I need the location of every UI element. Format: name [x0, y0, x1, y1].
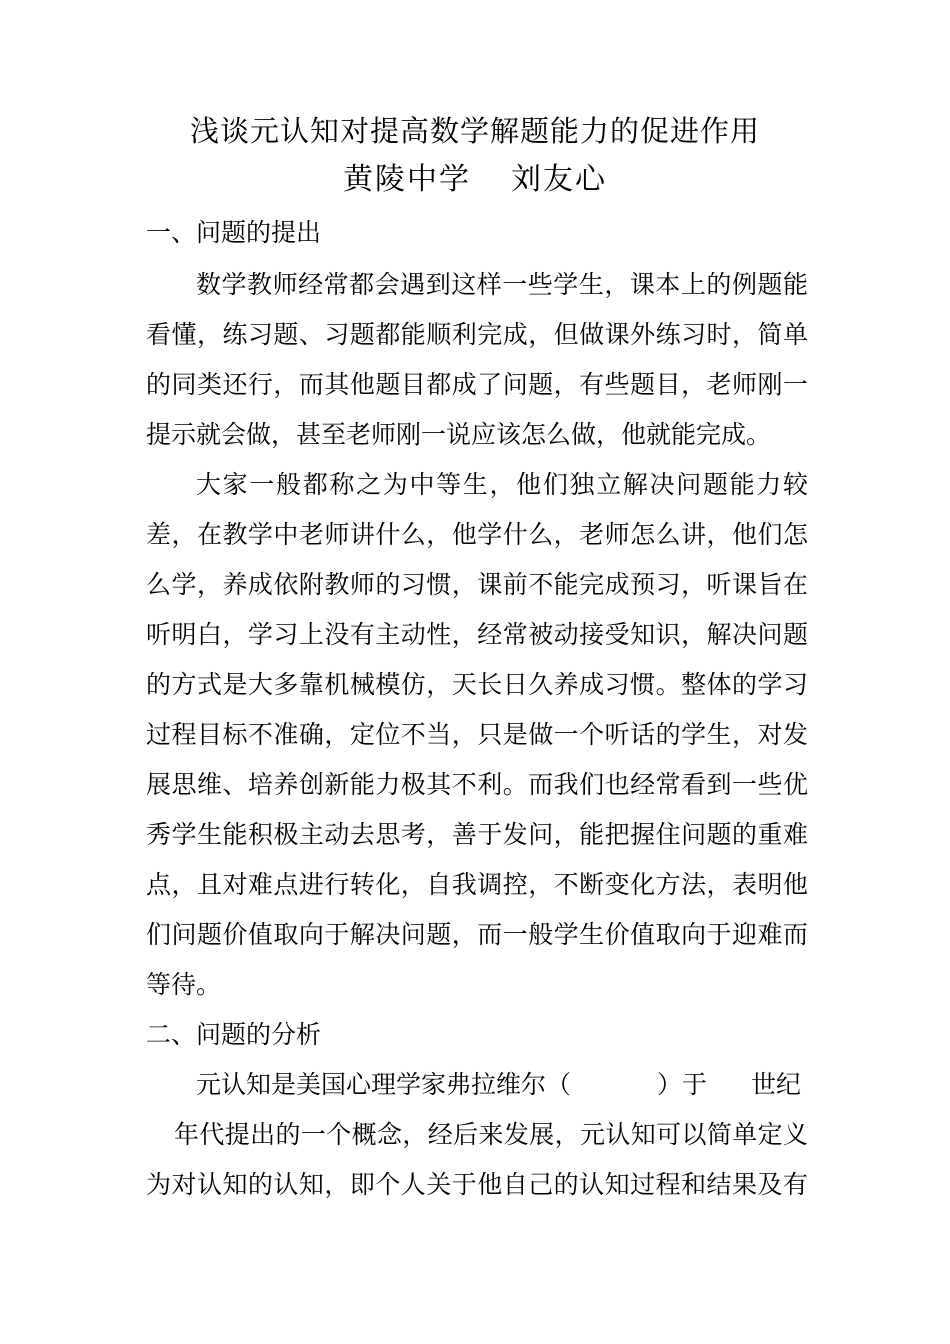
- paragraph-line: 为对认知的认知，即个人关于他自己的认知过程和结果及有: [146, 1170, 808, 1199]
- paragraph-line: 点，且对难点进行转化，自我调控，不断变化方法，表明他: [146, 870, 808, 899]
- paragraph-fragment: 世纪: [751, 1070, 802, 1099]
- paragraph-fragment: ）于: [657, 1070, 708, 1099]
- paragraph-line: 数学教师经常都会遇到这样一些学生，课本上的例题能: [196, 270, 808, 299]
- paragraph-line: 的同类还行，而其他题目都成了问题，有些题目，老师刚一: [146, 370, 808, 399]
- author-school: 黄陵中学: [343, 162, 471, 197]
- paragraph-line: 听明白，学习上没有主动性，经常被动接受知识，解决问题: [146, 620, 808, 649]
- author-name: 刘友心: [511, 162, 607, 197]
- paragraph-line: 大家一般都称之为中等生，他们独立解决问题能力较: [196, 470, 808, 499]
- paragraph-line: 的方式是大多靠机械模仿，天长日久养成习惯。整体的学习: [146, 670, 808, 699]
- document-title: 浅谈元认知对提高数学解题能力的促进作用: [189, 114, 760, 148]
- paragraph-line: [196, 1068, 808, 1102]
- paragraph-line: 秀学生能积极主动去思考，善于发问，能把握住问题的重难: [146, 820, 808, 849]
- paragraph-line: 看懂，练习题、习题都能顺利完成，但做课外练习时，简单: [146, 320, 808, 349]
- paragraph-line: 提示就会做，甚至老师刚一说应该怎么做，他就能完成。: [146, 420, 772, 449]
- section-heading-1: 一、问题的提出: [146, 218, 322, 247]
- paragraph-line: 等待。: [146, 970, 222, 999]
- paragraph-line: 过程目标不准确，定位不当，只是做一个听话的学生，对发: [146, 720, 808, 749]
- paragraph-line: 们问题价值取向于解决问题，而一般学生价值取向于迎难而: [146, 920, 808, 949]
- section-heading-2: 二、问题的分析: [146, 1020, 322, 1049]
- paragraph-fragment: 元认知是美国心理学家弗拉维尔（: [196, 1070, 572, 1099]
- paragraph-line: 年代提出的一个概念，经后来发展，元认知可以简单定义: [174, 1120, 808, 1149]
- paragraph-line: 么学，养成依附教师的习惯，课前不能完成预习，听课旨在: [146, 570, 808, 599]
- paragraph-line: 差，在教学中老师讲什么，他学什么，老师怎么讲，他们怎: [146, 520, 808, 549]
- paragraph-line: 展思维、培养创新能力极其不利。而我们也经常看到一些优: [146, 770, 808, 799]
- author-line: [0, 160, 950, 200]
